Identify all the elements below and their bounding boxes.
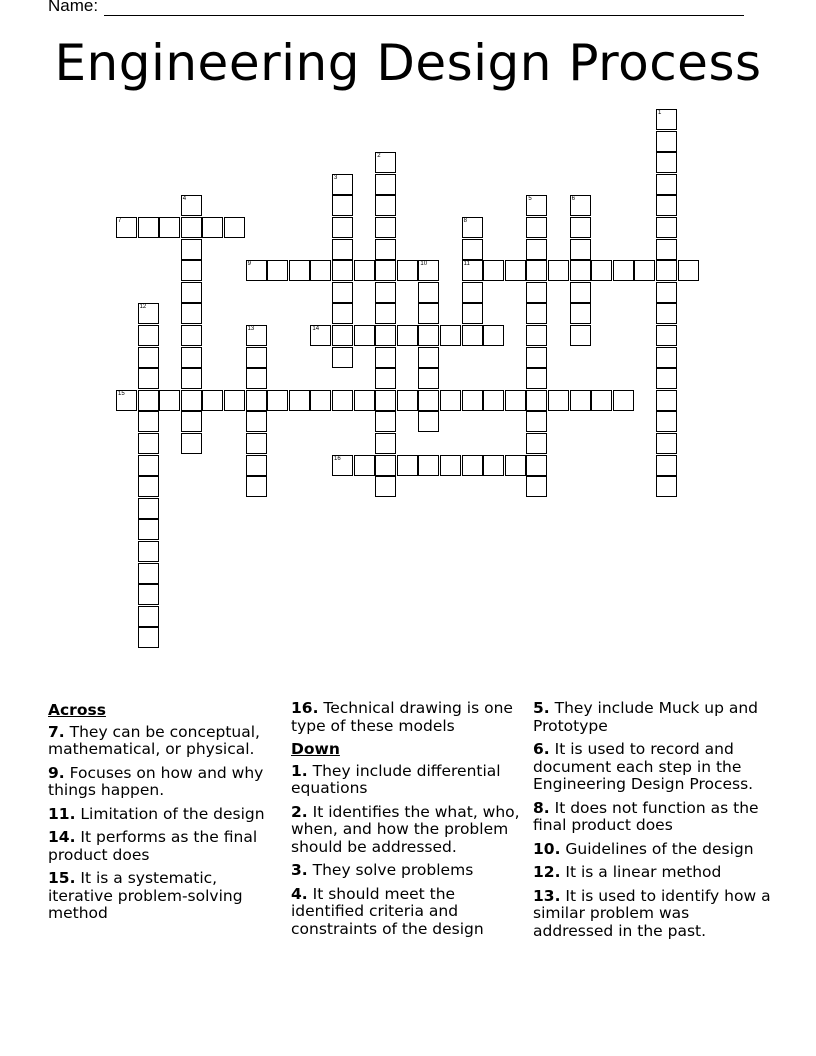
crossword-cell[interactable]	[440, 390, 461, 411]
crossword-cell[interactable]	[138, 347, 159, 368]
crossword-cell[interactable]	[138, 368, 159, 389]
crossword-cell[interactable]	[678, 260, 699, 281]
crossword-cell[interactable]	[656, 152, 677, 173]
crossword-cell[interactable]	[138, 606, 159, 627]
cell-number: 1	[658, 110, 662, 116]
crossword-cell[interactable]	[656, 390, 677, 411]
crossword-cell[interactable]	[418, 368, 439, 389]
crossword-cell[interactable]	[462, 239, 483, 260]
crossword-cell[interactable]	[332, 325, 353, 346]
crossword-cell[interactable]	[656, 195, 677, 216]
crossword-cell[interactable]	[246, 260, 267, 281]
crossword-cell[interactable]	[656, 411, 677, 432]
crossword-cell[interactable]	[375, 195, 396, 216]
crossword-cell[interactable]	[526, 390, 547, 411]
crossword-cell[interactable]	[656, 174, 677, 195]
crossword-cell[interactable]	[116, 390, 137, 411]
crossword-cell[interactable]	[591, 260, 612, 281]
crossword-cell[interactable]	[310, 390, 331, 411]
cell-number: 2	[377, 153, 381, 160]
crossword-cell[interactable]	[332, 303, 353, 324]
crossword-cell[interactable]	[418, 282, 439, 303]
crossword-cell[interactable]	[246, 347, 267, 368]
cell-number: 10	[420, 261, 428, 268]
crossword-cell[interactable]	[375, 455, 396, 476]
crossword-cell[interactable]	[483, 455, 504, 476]
crossword-cell[interactable]	[138, 476, 159, 497]
crossword-cell[interactable]	[483, 390, 504, 411]
crossword-cell[interactable]	[138, 519, 159, 540]
crossword-cell[interactable]	[354, 260, 375, 281]
across-heading: Across	[48, 701, 106, 719]
crossword-cell[interactable]	[375, 325, 396, 346]
crossword-cell[interactable]	[202, 390, 223, 411]
crossword-cell[interactable]	[159, 217, 180, 238]
crossword-cell[interactable]	[570, 282, 591, 303]
crossword-cell[interactable]	[138, 584, 159, 605]
crossword-cell[interactable]	[526, 260, 547, 281]
clue-item: 11. Limitation of the design	[48, 804, 265, 823]
crossword-cell[interactable]	[375, 239, 396, 260]
crossword-cell[interactable]	[591, 390, 612, 411]
crossword-cell[interactable]	[138, 390, 159, 411]
page-title: Engineering Design Process	[54, 34, 762, 92]
crossword-cell[interactable]	[138, 627, 159, 648]
crossword-cell[interactable]	[526, 195, 547, 216]
crossword-cell[interactable]	[181, 390, 202, 411]
crossword-cell[interactable]	[224, 217, 245, 238]
crossword-cell[interactable]	[181, 195, 202, 216]
crossword-cell[interactable]	[332, 260, 353, 281]
cell-number: 5	[528, 196, 532, 203]
cell-number: 6	[571, 196, 575, 203]
crossword-cell[interactable]	[397, 325, 418, 346]
clue-item: 3. They solve problems	[291, 861, 474, 879]
crossword-cell[interactable]	[634, 260, 655, 281]
crossword-cell[interactable]	[526, 239, 547, 260]
across-clues-list	[48, 724, 284, 923]
crossword-cell[interactable]	[418, 325, 439, 346]
crossword-cell[interactable]	[570, 217, 591, 238]
crossword-cell[interactable]	[462, 282, 483, 303]
cell-number: 16	[334, 455, 341, 462]
crossword-cell[interactable]	[570, 260, 591, 281]
clue-item: 16. Technical drawing is one type of these models	[291, 699, 513, 735]
clue-item: 12. It is a linear method	[533, 863, 722, 881]
crossword-cell[interactable]	[181, 303, 202, 324]
crossword-cell[interactable]	[138, 217, 159, 238]
clue-item: 10. Guidelines of the design	[533, 839, 754, 858]
cell-number: 14	[312, 326, 320, 332]
cell-number: 7	[118, 218, 122, 224]
crossword-cell[interactable]	[181, 368, 202, 389]
crossword-cell[interactable]	[656, 282, 677, 303]
crossword-cell[interactable]	[375, 347, 396, 368]
crossword-cell[interactable]	[548, 260, 569, 281]
crossword-cell[interactable]	[505, 390, 526, 411]
crossword-cell[interactable]	[397, 455, 418, 476]
crossword-cell[interactable]	[138, 303, 159, 324]
cell-number: 11	[463, 261, 470, 268]
crossword-cell[interactable]	[246, 433, 267, 454]
crossword-cell[interactable]	[656, 131, 677, 152]
crossword-cell[interactable]	[289, 260, 310, 281]
crossword-cell[interactable]	[526, 411, 547, 432]
crossword-cell[interactable]	[570, 303, 591, 324]
crossword-cell[interactable]	[375, 303, 396, 324]
clue-item: 8. It does not function as the final product does	[533, 798, 759, 834]
crossword-cell[interactable]	[116, 217, 137, 238]
crossword-cell[interactable]	[656, 455, 677, 476]
cell-number: 13	[247, 326, 255, 332]
crossword-cell[interactable]	[613, 390, 634, 411]
crossword-cell[interactable]	[526, 325, 547, 346]
crossword-cell[interactable]	[181, 217, 202, 238]
crossword-cell[interactable]	[656, 260, 677, 281]
crossword-cell[interactable]	[354, 325, 375, 346]
crossword-cell[interactable]	[656, 368, 677, 389]
clue-item: 6. It is used to record and document each step in the Engineering Design Process.	[533, 740, 754, 793]
crossword-cell[interactable]	[332, 239, 353, 260]
crossword-cell[interactable]	[246, 476, 267, 497]
crossword-cell[interactable]	[526, 476, 547, 497]
crossword-cell[interactable]	[138, 411, 159, 432]
crossword-cell[interactable]	[526, 303, 547, 324]
crossword-cell[interactable]	[181, 411, 202, 432]
crossword-cell[interactable]	[181, 282, 202, 303]
crossword-cell[interactable]	[159, 390, 180, 411]
crossword-cell[interactable]	[138, 455, 159, 476]
crossword-cell[interactable]	[440, 455, 461, 476]
crossword-cell[interactable]	[246, 325, 267, 346]
crossword-cell[interactable]	[526, 433, 547, 454]
crossword-cell[interactable]	[332, 455, 353, 476]
crossword-cell[interactable]	[548, 390, 569, 411]
crossword-cell[interactable]	[483, 325, 504, 346]
clue-item: 14. It performs as the final product does	[48, 828, 258, 864]
crossword-cell[interactable]	[656, 347, 677, 368]
clues-column-1	[48, 700, 284, 929]
clue-item: 4. It should meet the identified criteria and constraints of the design	[291, 884, 484, 938]
name-label: Name:	[48, 0, 99, 15]
crossword-cell[interactable]	[138, 563, 159, 584]
crossword-cell[interactable]	[375, 260, 396, 281]
crossword-cell[interactable]	[526, 347, 547, 368]
crossword-cell[interactable]	[181, 433, 202, 454]
crossword-cell[interactable]	[181, 260, 202, 281]
crossword-cell[interactable]	[505, 260, 526, 281]
crossword-cell[interactable]	[202, 217, 223, 238]
crossword-cell[interactable]	[462, 303, 483, 324]
crossword-cell[interactable]	[656, 476, 677, 497]
crossword-cell[interactable]	[354, 390, 375, 411]
crossword-cell[interactable]	[418, 411, 439, 432]
cell-number: 4	[182, 196, 187, 203]
crossword-cell[interactable]	[397, 260, 418, 281]
crossword-cell[interactable]	[375, 368, 396, 389]
crossword-cell[interactable]	[656, 325, 677, 346]
crossword-cell[interactable]	[570, 239, 591, 260]
crossword-cell[interactable]	[462, 260, 483, 281]
crossword-cell[interactable]	[246, 411, 267, 432]
clues-column-2	[291, 700, 527, 944]
crossword-cell[interactable]	[375, 390, 396, 411]
crossword-cell[interactable]	[570, 325, 591, 346]
crossword-cell[interactable]	[656, 109, 677, 130]
crossword-cell[interactable]	[375, 217, 396, 238]
clue-item: 5. They include Muck up and Prototype	[533, 699, 759, 735]
crossword-cell[interactable]	[267, 260, 288, 281]
crossword-cell[interactable]	[310, 325, 331, 346]
crossword-cell[interactable]	[332, 390, 353, 411]
crossword-cell[interactable]	[462, 217, 483, 238]
crossword-cell[interactable]	[332, 195, 353, 216]
crossword-cell[interactable]	[570, 390, 591, 411]
crossword-cell[interactable]	[440, 325, 461, 346]
crossword-cell[interactable]	[224, 390, 245, 411]
clue-item: 1. They include differential equations	[291, 761, 501, 797]
crossword-cell[interactable]	[138, 498, 159, 519]
crossword-cell[interactable]	[505, 455, 526, 476]
cell-number: 12	[139, 304, 147, 311]
clue-item: 2. It identifies the what, who, when, and how the problem should be addressed.	[291, 802, 520, 856]
crossword-cell[interactable]	[462, 455, 483, 476]
crossword-cell[interactable]	[181, 347, 202, 368]
crossword-cell[interactable]	[418, 390, 439, 411]
crossword-cell[interactable]	[418, 347, 439, 368]
crossword-cell[interactable]	[246, 390, 267, 411]
crossword-cell[interactable]	[526, 455, 547, 476]
crossword-cell[interactable]	[462, 325, 483, 346]
crossword-cell[interactable]	[375, 282, 396, 303]
crossword-cell[interactable]	[267, 390, 288, 411]
down-heading: Down	[291, 740, 340, 758]
crossword-cell[interactable]	[138, 433, 159, 454]
crossword-cell[interactable]	[418, 260, 439, 281]
crossword-cell[interactable]	[375, 433, 396, 454]
crossword-cell[interactable]	[138, 541, 159, 562]
crossword-cell[interactable]	[310, 260, 331, 281]
crossword-cell[interactable]	[397, 390, 418, 411]
cell-number: 9	[247, 261, 251, 268]
crossword-cell[interactable]	[656, 217, 677, 238]
cell-number: 15	[118, 390, 125, 397]
cell-number: 3	[334, 174, 338, 181]
crossword-cell[interactable]	[526, 368, 547, 389]
crossword-cell[interactable]	[656, 433, 677, 454]
cell-number: 8	[463, 218, 467, 224]
crossword-cell[interactable]	[332, 282, 353, 303]
clue-item: 15. It is a systematic, iterative problem-solving method	[48, 869, 243, 922]
crossword-cell[interactable]	[332, 217, 353, 238]
crossword-cell[interactable]	[418, 303, 439, 324]
crossword-cell[interactable]	[332, 174, 353, 195]
crossword-cell[interactable]	[138, 325, 159, 346]
crossword-cell[interactable]	[483, 260, 504, 281]
crossword-cell[interactable]	[375, 152, 396, 173]
clues-column-3	[533, 700, 773, 946]
crossword-cell[interactable]	[656, 303, 677, 324]
crossword-cell[interactable]	[289, 390, 310, 411]
crossword-cell[interactable]	[375, 411, 396, 432]
crossword-cell[interactable]	[181, 325, 202, 346]
crossword-cell[interactable]	[181, 239, 202, 260]
clue-item: 13. It is used to identify how a similar problem was addressed in the past.	[533, 886, 771, 940]
crossword-cell[interactable]	[418, 455, 439, 476]
crossword-cell[interactable]	[656, 239, 677, 260]
crossword-cell[interactable]	[246, 455, 267, 476]
crossword-cell[interactable]	[375, 174, 396, 195]
crossword-cell[interactable]	[526, 282, 547, 303]
crossword-cell[interactable]	[462, 390, 483, 411]
crossword-cell[interactable]	[526, 217, 547, 238]
crossword-cell[interactable]	[332, 347, 353, 368]
clue-item: 7. They can be conceptual, mathematical, or physical.	[48, 722, 260, 758]
crossword-cell[interactable]	[354, 455, 375, 476]
crossword-cell[interactable]	[375, 476, 396, 497]
clue-item: 9. Focuses on how and why things happen.	[48, 763, 264, 799]
crossword-cell[interactable]	[246, 368, 267, 389]
crossword-cell[interactable]	[570, 195, 591, 216]
crossword-cell[interactable]	[613, 260, 634, 281]
